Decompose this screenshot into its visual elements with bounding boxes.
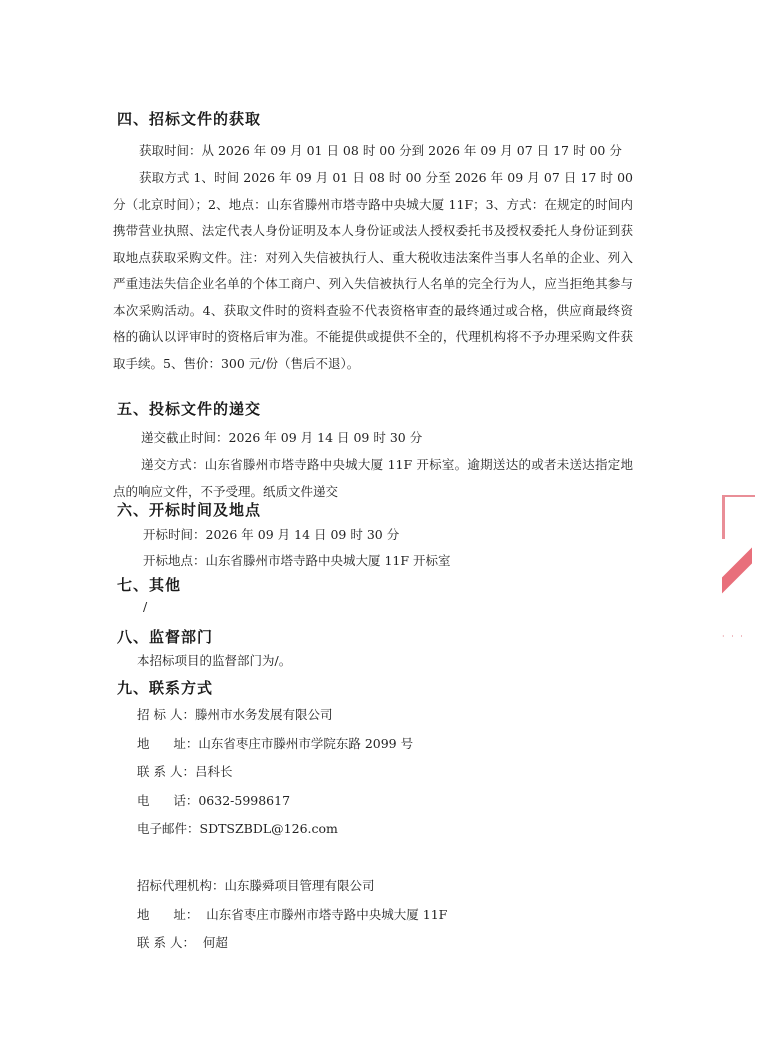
opening-time: 开标时间：2026 年 09 月 14 日 09 时 30 分 [143,527,400,542]
seal-fragment-bottom: · · · [722,632,745,641]
seal-fragment-top [722,495,755,539]
submission-method: 递交方式：山东省滕州市塔寺路中央城大厦 11F 开标室。逾期送达的或者未送达指定地点的响应文件，不予受理。纸质文件递交 [113,457,633,499]
section-7-title: 七、其他 [117,576,182,594]
tenderer-email: 电子邮件：SDTSZBDL@126.com [137,821,338,836]
agency-address: 地 址： 山东省枣庄市滕州市塔寺路中央城大厦 11F [137,907,448,922]
tenderer-phone: 电 话：0632-5998617 [137,793,291,808]
section-8-title: 八、监督部门 [117,628,214,646]
agency-name: 招标代理机构：山东滕舜项目管理有限公司 [137,878,375,893]
acquisition-method: 获取方式 1、时间 2026 年 09 月 01 日 08 时 00 分至 2026 年 09 月 07 日 17 时 00 分（北京时间）；2、地点：山东省滕州市塔寺路中央城大厦 11F；3、方式：在规定的时间内携带营业执照、法定代表人身份证明及本人身份证或法人授权委托书及授权委托人身份证到获取地点获取采购文件。注：对列入失信被执行人、重大税收违法案件当事人名单的企业、列入严重违法失信企业名单的个体工商户、列入失信被执行人名单的完全行为人，应当拒绝其参与本次采购活动。4、获取文件时的资料查验不代表资格审查的最终通过或合格，供应商最终资格的确认以评审时的资格后审为准。不能提供或提供不全的，代理机构将不予办理采购文件获取手续。5、售价：300 元/份（售后不退）。 [113,170,633,371]
section-9-title: 九、联系方式 [117,679,214,697]
section-4-title: 四、招标文件的获取 [117,110,262,128]
opening-place: 开标地点：山东省滕州市塔寺路中央城大厦 11F 开标室 [143,553,451,568]
seal-fragment-middle [722,545,752,595]
supervision-content: 本招标项目的监督部门为/。 [137,653,292,668]
tenderer-contact: 联 系 人：吕科长 [137,764,233,779]
section-6-title: 六、开标时间及地点 [117,501,262,519]
tenderer: 招 标 人：滕州市水务发展有限公司 [137,707,333,722]
acquisition-time: 获取时间：从 2026 年 09 月 01 日 08 时 00 分到 2026 年 09 月 07 日 17 时 00 分 [139,143,622,158]
submission-deadline: 递交截止时间：2026 年 09 月 14 日 09 时 30 分 [141,430,423,445]
tenderer-address: 地 址：山东省枣庄市滕州市学院东路 2099 号 [137,736,414,751]
section-5-title: 五、投标文件的递交 [117,400,262,418]
other-content: / [143,599,148,614]
agency-contact: 联 系 人： 何超 [137,935,228,950]
